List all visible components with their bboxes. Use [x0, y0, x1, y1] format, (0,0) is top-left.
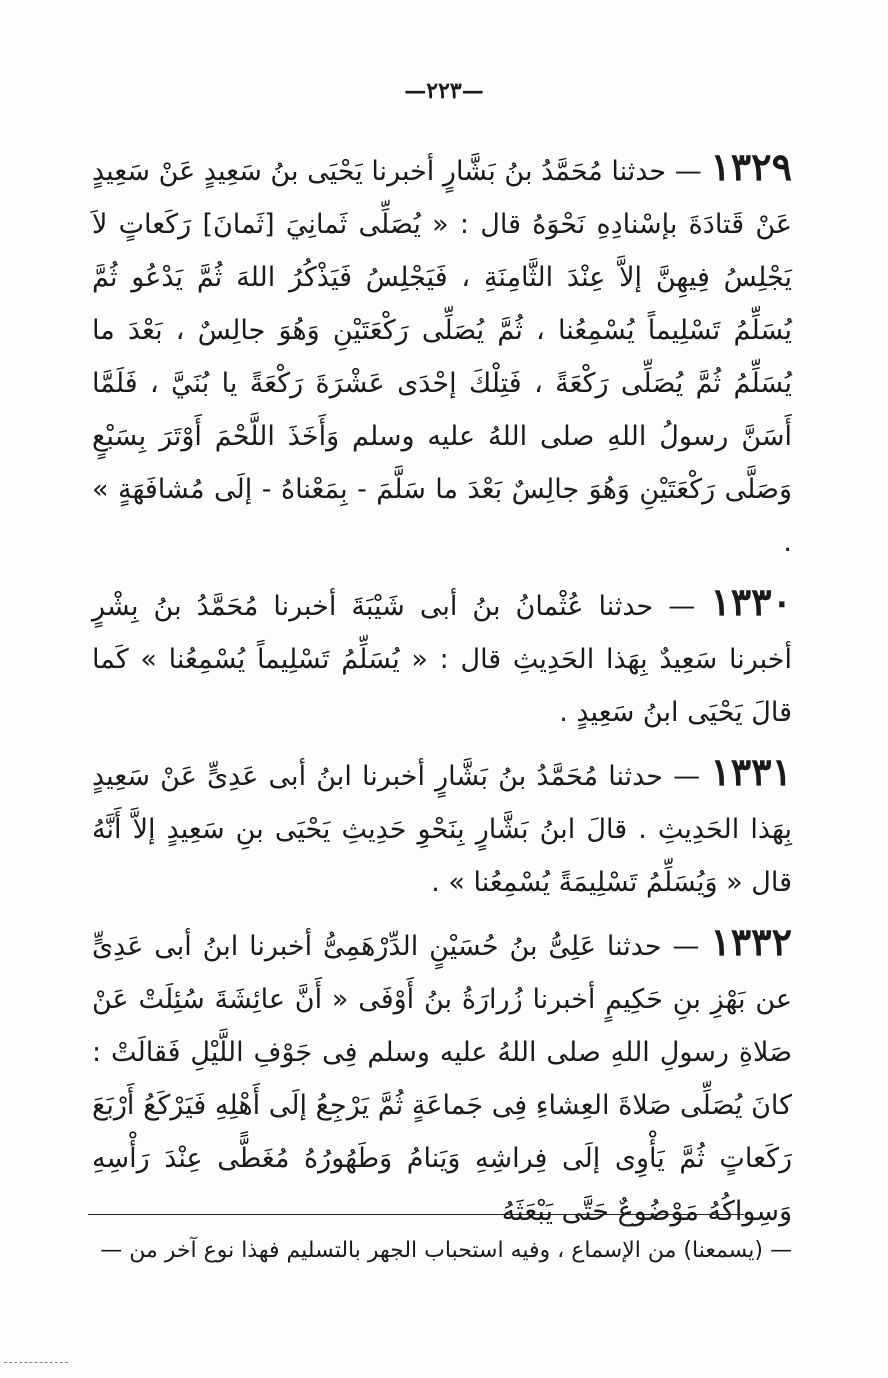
hadith-number: ١٣٣٢ [710, 919, 792, 964]
hadith-text: — حدثنا مُحَمَّدُ بنُ بَشَّارٍ أخبرنا يَحْيَى بنُ سَعِيدٍ عَنْ سَعِيدٍ عَنْ قَتادَةَ بإسْنادِهِ نَحْوَهُ قال : « يُصَلِّى ثَمانِيَ [ثَمانَ] رَكَعاتٍ لاَ يَجْلِسُ فِيهِنَّ إلاَّ عِنْدَ الثَّامِنَةِ ، فَيَجْلِسُ فَيَذْكُرُ اللهَ ثُمَّ يَدْعُو ثُمَّ يُسَلِّمُ تَسْلِيماً يُسْمِعُنا ، ثُمَّ يُصَلِّى رَكْعَتَيْنِ وَهُوَ جالِسٌ ، بَعْدَ ما يُسَلِّمُ ثُمَّ يُصَلِّى رَكْعَةً ، فَتِلْكَ إحْدَى عَشْرَةَ رَكْعَةً يا بُنَيَّ ، فَلَمَّا أَسَنَّ رسولُ اللهِ صلى اللهُ عليه وسلم وَأَخَذَ اللَّحْمَ أَوْتَرَ بِسَبْعٍ وَصَلَّى رَكْعَتَيْنِ وَهُوَ جالِسٌ بَعْدَ ما سَلَّمَ - بِمَعْناهُ - إلَى مُشافَهَةٍ » . [92, 156, 792, 558]
hadith-text: — حدثنا عُثْمانُ بنُ أبى شَيْبَةَ أخبرنا مُحَمَّدُ بنُ بِشْرٍ أخبرنا سَعِيدٌ بِهَذا الحَدِيثِ قال : « يُسَلِّمُ تَسْلِيماً يُسْمِعُنا » كَما قالَ يَحْيَى ابنُ سَعِيدٍ . [92, 591, 792, 728]
hadith-1331 [92, 745, 792, 909]
hadith-1332 [92, 915, 792, 1238]
hadith-text: — حدثنا مُحَمَّدُ بنُ بَشَّارٍ أخبرنا ابنُ أبى عَدِىٍّ عَنْ سَعِيدٍ بِهَذا الحَدِيثِ . قالَ ابنُ بَشَّارٍ بِنَحْوِ حَدِيثِ يَحْيَى بنِ سَعِيدٍ إلاَّ أَنَّهُ قال « وَيُسَلِّمُ تَسْلِيمَةً يُسْمِعُنا » . [92, 761, 792, 898]
footnote-divider [88, 1214, 744, 1215]
scan-edge-mark [4, 1362, 68, 1363]
hadith-text: — حدثنا عَلِىُّ بنُ حُسَيْنٍ الدِّرْهَمِىُّ أخبرنا ابنُ أبى عَدِىٍّ عن بَهْزِ بنِ حَكِيمٍ أخبرنا زُرارَةُ بنُ أَوْفَى « أَنَّ عائِشَةَ سُئِلَتْ عَنْ صَلاةِ رسولِ اللهِ صلى اللهُ عليه وسلم فِى جَوْفِ اللَّيْلِ فَقالَتْ : كانَ يُصَلِّى صَلاةَ العِشاءِ فِى جَماعَةٍ ثُمَّ يَرْجِعُ إلَى أَهْلِهِ فَيَرْكَعُ أَرْبَعَ رَكَعاتٍ ثُمَّ يَأْوِى إلَى فِراشِهِ وَيَنامُ وَطَهُورُهُ مُغَطًّى عِنْدَ رَأْسِهِ وَسِواكُهُ مَوْضُوعٌ حَتَّى يَبْعَثَهُ [92, 931, 792, 1227]
hadith-number: ١٣٢٩ [710, 144, 792, 189]
hadith-1329 [92, 140, 792, 569]
footnote: — (يسمعنا) من الإسماع ، وفيه استحباب الجهر بالتسليم فهذا نوع آخر من — [100, 1238, 792, 1263]
hadith-body [92, 140, 792, 1244]
hadith-1330 [92, 575, 792, 739]
page-number: —٢٢٣— [404, 78, 484, 104]
hadith-number: ١٣٣١ [710, 749, 792, 794]
hadith-number: ١٣٣٠ [710, 579, 792, 624]
